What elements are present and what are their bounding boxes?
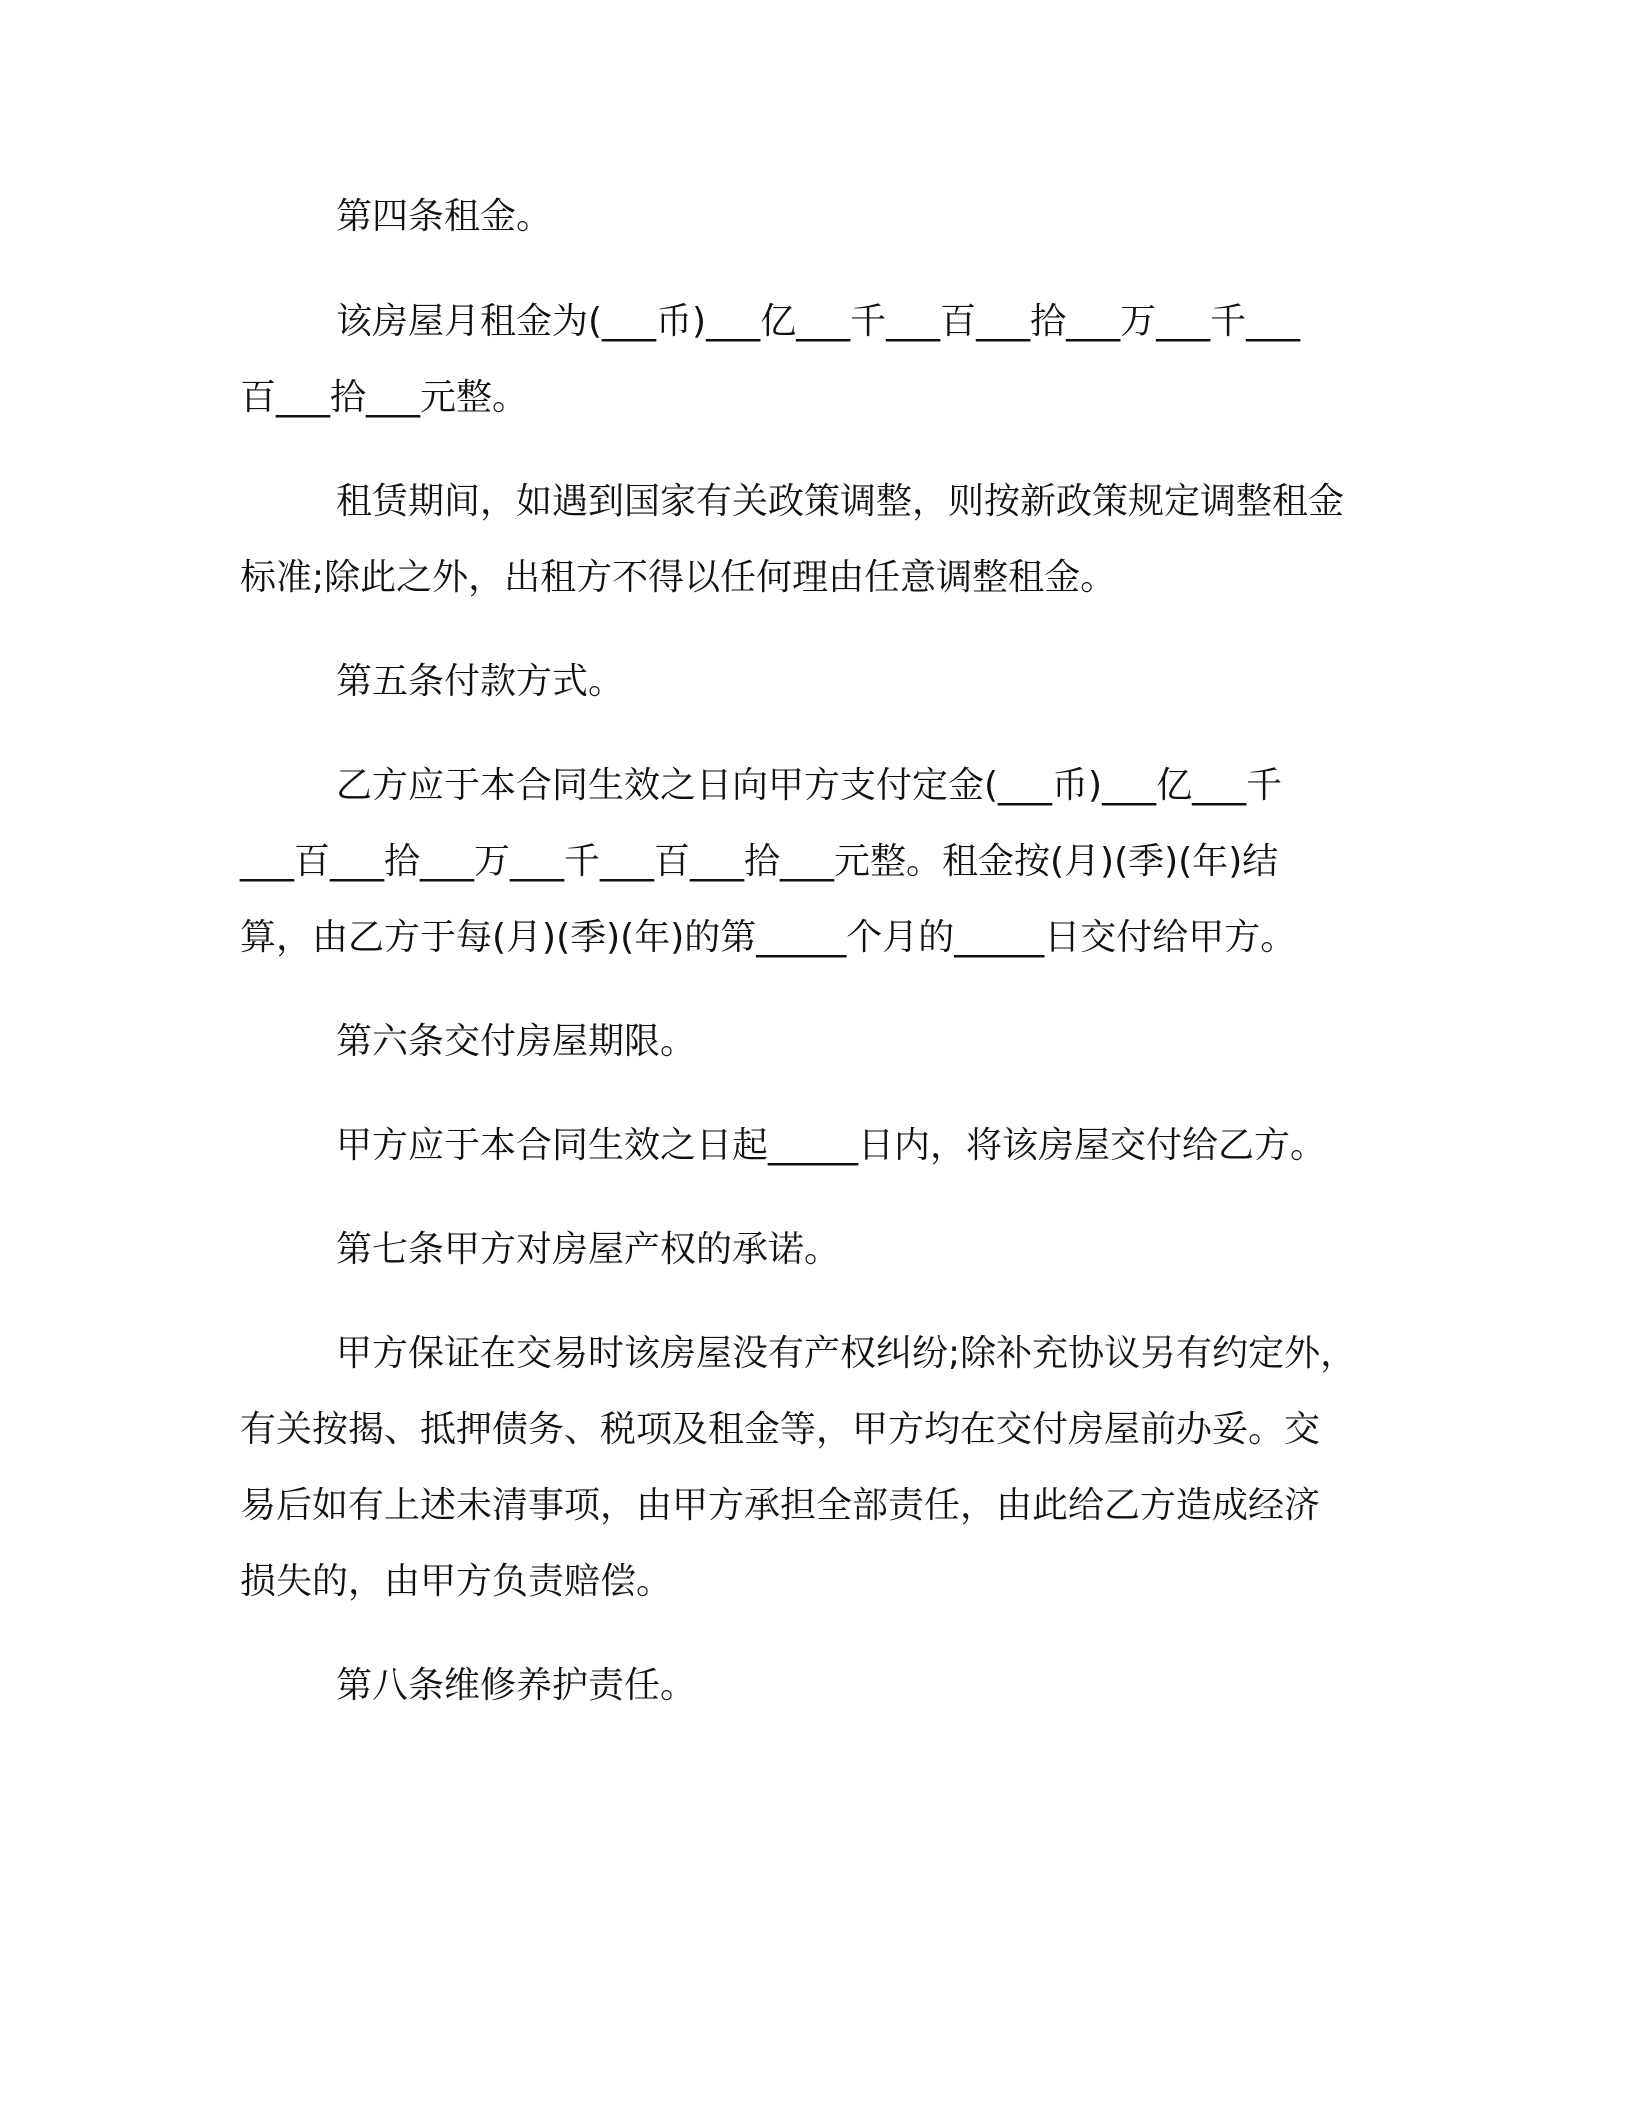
payment-line-3: 算，由乙方于每(月)(季)(年)的第_____个月的_____日交付给甲方。: [240, 917, 1297, 958]
rent-amount-line-1: 该房屋月租金为(___币)___亿___千___百___拾___万___千___: [336, 301, 1301, 342]
payment-line-1: 乙方应于本合同生效之日向甲方支付定金(___币)___亿___千: [336, 765, 1283, 806]
article-4-heading: 第四条租金。: [336, 196, 553, 237]
rent-amount-line-2: 百___拾___元整。: [240, 377, 529, 418]
rent-adjustment-line-2: 标准;除此之外，出租方不得以任何理由任意调整租金。: [240, 557, 1117, 598]
article-8-heading: 第八条维修养护责任。: [336, 1665, 697, 1706]
article-7-heading: 第七条甲方对房屋产权的承诺。: [336, 1229, 841, 1270]
rent-adjustment-line-1: 租赁期间，如遇到国家有关政策调整，则按新政策规定调整租金: [336, 481, 1345, 522]
title-warranty-line-3: 易后如有上述未清事项，由甲方承担全部责任，由此给乙方造成经济: [240, 1485, 1321, 1526]
article-5-heading: 第五条付款方式。: [336, 661, 625, 702]
article-6-heading: 第六条交付房屋期限。: [336, 1021, 697, 1062]
delivery-deadline-line: 甲方应于本合同生效之日起_____日内，将该房屋交付给乙方。: [336, 1125, 1327, 1166]
title-warranty-line-1: 甲方保证在交易时该房屋没有产权纠纷;除补充协议另有约定外，: [336, 1333, 1357, 1374]
title-warranty-line-2: 有关按揭、抵押债务、税项及租金等，甲方均在交付房屋前办妥。交: [240, 1409, 1321, 1450]
payment-line-2: ___百___拾___万___千___百___拾___元整。租金按(月)(季)(年)结: [240, 841, 1279, 882]
title-warranty-line-4: 损失的，由甲方负责赔偿。: [240, 1561, 673, 1602]
